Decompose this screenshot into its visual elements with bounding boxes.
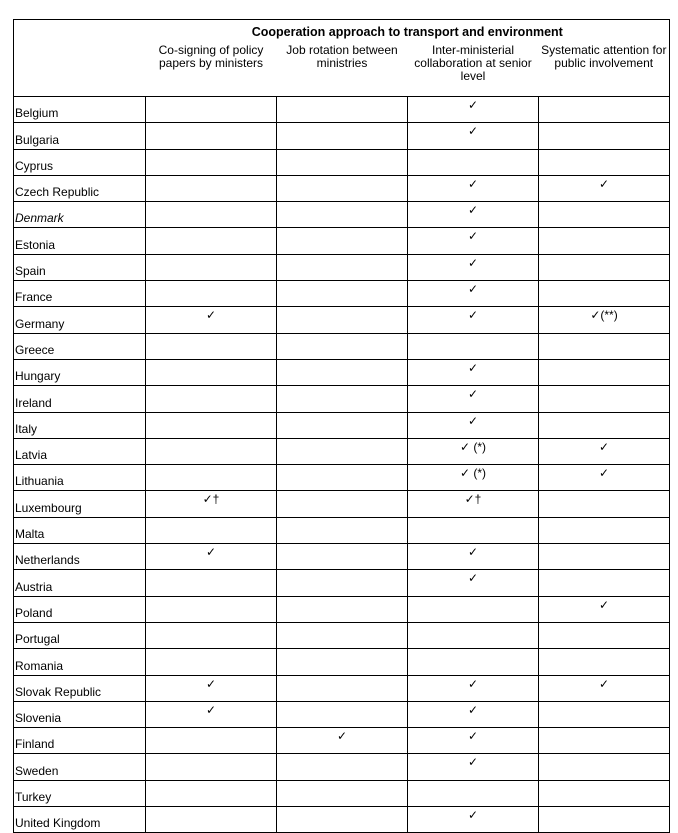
cell-job-rotation bbox=[277, 544, 408, 570]
cell-public-involvement-checkmark: ✓ bbox=[539, 596, 670, 622]
column-header-row bbox=[14, 44, 670, 97]
cell-job-rotation bbox=[277, 701, 408, 727]
cell-inter-ministerial-checkmark: ✓ bbox=[408, 701, 539, 727]
country-name: Ireland bbox=[14, 386, 146, 412]
table-row bbox=[14, 307, 670, 333]
country-name: Poland bbox=[14, 596, 146, 622]
cell-public-involvement bbox=[539, 386, 670, 412]
table-row bbox=[14, 254, 670, 280]
group-header: Cooperation approach to transport and environment bbox=[146, 20, 670, 45]
cell-inter-ministerial-checkmark: ✓ bbox=[408, 202, 539, 228]
table-row bbox=[14, 728, 670, 754]
cell-inter-ministerial bbox=[408, 622, 539, 648]
cell-public-involvement bbox=[539, 333, 670, 359]
cell-inter-ministerial-checkmark: ✓ bbox=[408, 412, 539, 438]
country-name: Germany bbox=[14, 307, 146, 333]
table-row bbox=[14, 123, 670, 149]
cell-co-signing bbox=[146, 438, 277, 464]
cell-job-rotation bbox=[277, 622, 408, 648]
cell-inter-ministerial bbox=[408, 596, 539, 622]
cell-job-rotation bbox=[277, 254, 408, 280]
cell-public-involvement bbox=[539, 228, 670, 254]
cell-public-involvement bbox=[539, 123, 670, 149]
country-name: Denmark bbox=[14, 202, 146, 228]
cell-inter-ministerial bbox=[408, 780, 539, 806]
country-name: Czech Republic bbox=[14, 175, 146, 201]
cell-co-signing bbox=[146, 97, 277, 123]
cell-public-involvement bbox=[539, 701, 670, 727]
cell-co-signing bbox=[146, 333, 277, 359]
cell-co-signing-checkmark: ✓ bbox=[146, 544, 277, 570]
country-name: Greece bbox=[14, 333, 146, 359]
table-row bbox=[14, 675, 670, 701]
cell-job-rotation bbox=[277, 807, 408, 833]
cell-job-rotation bbox=[277, 438, 408, 464]
cell-job-rotation bbox=[277, 596, 408, 622]
table-row bbox=[14, 175, 670, 201]
country-name: Lithuania bbox=[14, 465, 146, 491]
table-row bbox=[14, 97, 670, 123]
table-row bbox=[14, 412, 670, 438]
cell-job-rotation bbox=[277, 202, 408, 228]
cell-inter-ministerial-checkmark: ✓ bbox=[408, 254, 539, 280]
cell-public-involvement bbox=[539, 649, 670, 675]
cell-inter-ministerial-checkmark: ✓ bbox=[408, 281, 539, 307]
table-row bbox=[14, 359, 670, 385]
country-name: Cyprus bbox=[14, 149, 146, 175]
cell-inter-ministerial-checkmark: ✓ bbox=[408, 570, 539, 596]
column-header-public-involvement: Systematic attention for public involvement bbox=[539, 44, 670, 97]
cell-co-signing bbox=[146, 281, 277, 307]
cell-job-rotation-checkmark: ✓ bbox=[277, 728, 408, 754]
table-row bbox=[14, 596, 670, 622]
cell-job-rotation bbox=[277, 307, 408, 333]
cell-job-rotation bbox=[277, 333, 408, 359]
country-name: Romania bbox=[14, 649, 146, 675]
cell-co-signing bbox=[146, 123, 277, 149]
cell-public-involvement bbox=[539, 754, 670, 780]
cell-inter-ministerial bbox=[408, 649, 539, 675]
table-row bbox=[14, 333, 670, 359]
cell-inter-ministerial-checkmark: ✓ bbox=[408, 359, 539, 385]
cell-public-involvement bbox=[539, 491, 670, 517]
cell-job-rotation bbox=[277, 228, 408, 254]
cell-public-involvement bbox=[539, 149, 670, 175]
table-row bbox=[14, 780, 670, 806]
country-name: Estonia bbox=[14, 228, 146, 254]
country-name: Slovenia bbox=[14, 701, 146, 727]
column-header-co-signing: Co-signing of policy papers by ministers bbox=[146, 44, 277, 97]
cell-job-rotation bbox=[277, 281, 408, 307]
table-body bbox=[14, 97, 670, 833]
group-header-row bbox=[14, 20, 670, 45]
country-name: Finland bbox=[14, 728, 146, 754]
cell-co-signing bbox=[146, 780, 277, 806]
table-row bbox=[14, 202, 670, 228]
cell-public-involvement bbox=[539, 254, 670, 280]
table-row bbox=[14, 465, 670, 491]
country-name: Portugal bbox=[14, 622, 146, 648]
cell-public-involvement bbox=[539, 359, 670, 385]
cell-inter-ministerial bbox=[408, 517, 539, 543]
cell-co-signing bbox=[146, 596, 277, 622]
cell-co-signing bbox=[146, 728, 277, 754]
cell-inter-ministerial-checkmark: ✓ bbox=[408, 307, 539, 333]
cell-job-rotation bbox=[277, 465, 408, 491]
cell-co-signing bbox=[146, 149, 277, 175]
table-row bbox=[14, 228, 670, 254]
cell-public-involvement bbox=[539, 97, 670, 123]
cell-public-involvement bbox=[539, 517, 670, 543]
country-name: Turkey bbox=[14, 780, 146, 806]
cell-public-involvement-checkmark: ✓ bbox=[539, 675, 670, 701]
table-row bbox=[14, 281, 670, 307]
cell-public-involvement-checkmark: ✓ bbox=[539, 175, 670, 201]
cell-co-signing-checkmark: ✓ bbox=[146, 701, 277, 727]
cell-inter-ministerial-checkmark: ✓ bbox=[408, 675, 539, 701]
country-name: Sweden bbox=[14, 754, 146, 780]
cell-inter-ministerial bbox=[408, 333, 539, 359]
cell-public-involvement-checkmark: ✓ bbox=[539, 465, 670, 491]
country-name: Italy bbox=[14, 412, 146, 438]
cell-public-involvement bbox=[539, 622, 670, 648]
cell-inter-ministerial-checkmark: ✓ bbox=[408, 754, 539, 780]
cell-inter-ministerial-checkmark: ✓ bbox=[408, 228, 539, 254]
cell-job-rotation bbox=[277, 491, 408, 517]
cell-public-involvement bbox=[539, 728, 670, 754]
cell-co-signing-checkmark: ✓ bbox=[146, 675, 277, 701]
cell-inter-ministerial-checkmark: ✓ bbox=[408, 97, 539, 123]
table-row bbox=[14, 517, 670, 543]
cell-job-rotation bbox=[277, 149, 408, 175]
table-row bbox=[14, 544, 670, 570]
table-row bbox=[14, 807, 670, 833]
cell-public-involvement bbox=[539, 570, 670, 596]
country-name: Bulgaria bbox=[14, 123, 146, 149]
cell-inter-ministerial-checkmark: ✓ bbox=[408, 175, 539, 201]
cell-co-signing bbox=[146, 517, 277, 543]
country-name: Latvia bbox=[14, 438, 146, 464]
cell-job-rotation bbox=[277, 359, 408, 385]
corner-cell-lower bbox=[14, 44, 146, 97]
table-row bbox=[14, 754, 670, 780]
country-name: Belgium bbox=[14, 97, 146, 123]
cell-co-signing bbox=[146, 570, 277, 596]
column-header-inter-ministerial: Inter-ministerial collaboration at senior level bbox=[408, 44, 539, 97]
country-name: Austria bbox=[14, 570, 146, 596]
cell-co-signing bbox=[146, 649, 277, 675]
cell-inter-ministerial-checkmark: ✓ bbox=[408, 807, 539, 833]
cell-job-rotation bbox=[277, 570, 408, 596]
cell-co-signing bbox=[146, 465, 277, 491]
cell-public-involvement bbox=[539, 780, 670, 806]
table-row bbox=[14, 701, 670, 727]
corner-cell bbox=[14, 20, 146, 45]
cell-public-involvement bbox=[539, 544, 670, 570]
cell-job-rotation bbox=[277, 123, 408, 149]
country-name: Netherlands bbox=[14, 544, 146, 570]
cell-inter-ministerial-checkmark: ✓† bbox=[408, 491, 539, 517]
cell-co-signing bbox=[146, 412, 277, 438]
column-header-job-rotation: Job rotation between ministries bbox=[277, 44, 408, 97]
cell-co-signing bbox=[146, 754, 277, 780]
cell-co-signing bbox=[146, 359, 277, 385]
table-row bbox=[14, 438, 670, 464]
cell-job-rotation bbox=[277, 780, 408, 806]
cell-inter-ministerial-checkmark: ✓ bbox=[408, 544, 539, 570]
cell-co-signing bbox=[146, 202, 277, 228]
cell-inter-ministerial-checkmark: ✓ bbox=[408, 728, 539, 754]
cell-job-rotation bbox=[277, 649, 408, 675]
country-name: United Kingdom bbox=[14, 807, 146, 833]
cell-co-signing bbox=[146, 175, 277, 201]
cell-co-signing bbox=[146, 622, 277, 648]
cell-inter-ministerial bbox=[408, 149, 539, 175]
cell-co-signing bbox=[146, 807, 277, 833]
cell-public-involvement bbox=[539, 807, 670, 833]
cell-job-rotation bbox=[277, 97, 408, 123]
cell-public-involvement-checkmark: ✓ bbox=[539, 438, 670, 464]
country-name: Hungary bbox=[14, 359, 146, 385]
cell-public-involvement bbox=[539, 281, 670, 307]
cell-public-involvement bbox=[539, 202, 670, 228]
cooperation-table bbox=[13, 19, 670, 833]
table-row bbox=[14, 386, 670, 412]
cell-co-signing-checkmark: ✓ bbox=[146, 307, 277, 333]
cell-job-rotation bbox=[277, 412, 408, 438]
cell-co-signing-checkmark: ✓† bbox=[146, 491, 277, 517]
cell-co-signing bbox=[146, 228, 277, 254]
cell-inter-ministerial-checkmark: ✓ bbox=[408, 386, 539, 412]
table-row bbox=[14, 491, 670, 517]
country-name: Luxembourg bbox=[14, 491, 146, 517]
table-row bbox=[14, 622, 670, 648]
cell-job-rotation bbox=[277, 675, 408, 701]
cell-job-rotation bbox=[277, 517, 408, 543]
country-name: Slovak Republic bbox=[14, 675, 146, 701]
country-name: France bbox=[14, 281, 146, 307]
country-name: Spain bbox=[14, 254, 146, 280]
country-name: Malta bbox=[14, 517, 146, 543]
cell-public-involvement-checkmark: ✓(**) bbox=[539, 307, 670, 333]
table-row bbox=[14, 570, 670, 596]
cell-co-signing bbox=[146, 386, 277, 412]
cell-inter-ministerial-checkmark: ✓ (*) bbox=[408, 438, 539, 464]
cell-public-involvement bbox=[539, 412, 670, 438]
cell-job-rotation bbox=[277, 175, 408, 201]
cell-job-rotation bbox=[277, 386, 408, 412]
cell-inter-ministerial-checkmark: ✓ (*) bbox=[408, 465, 539, 491]
table-row bbox=[14, 649, 670, 675]
cell-co-signing bbox=[146, 254, 277, 280]
cell-inter-ministerial-checkmark: ✓ bbox=[408, 123, 539, 149]
table-row bbox=[14, 149, 670, 175]
cell-job-rotation bbox=[277, 754, 408, 780]
